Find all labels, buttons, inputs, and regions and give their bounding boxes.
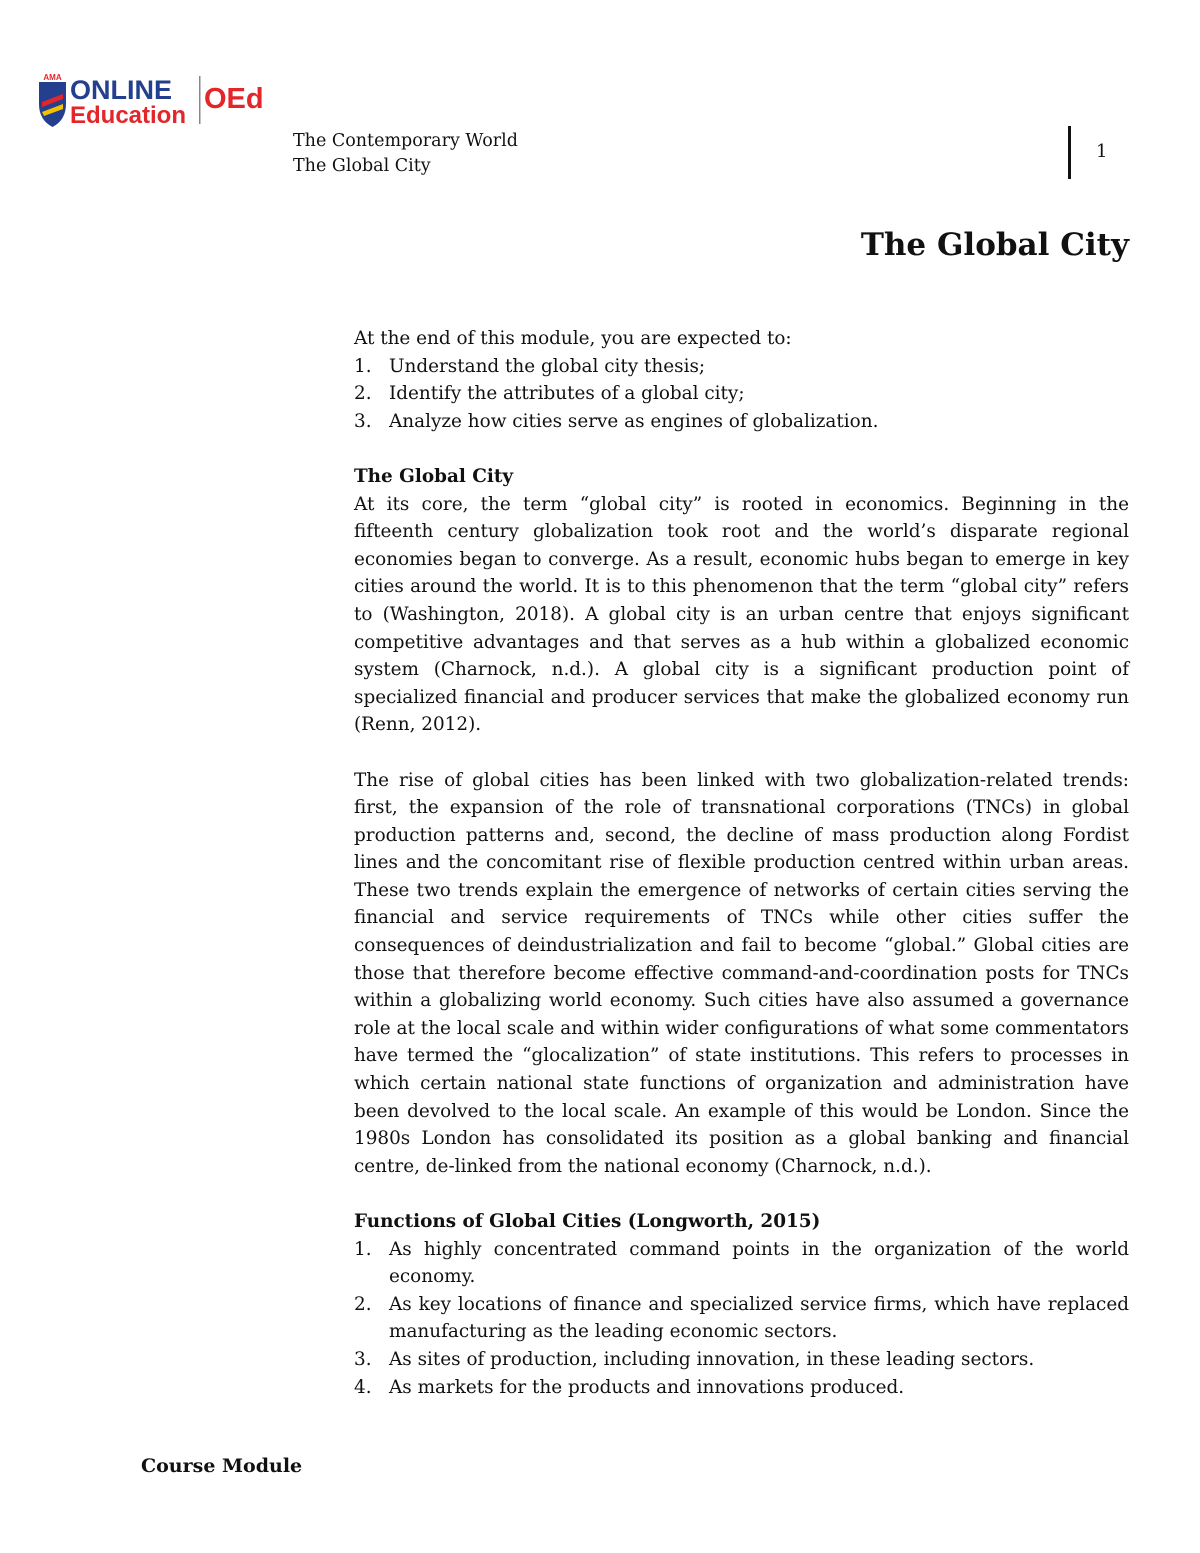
- page-title: The Global City: [860, 227, 1129, 263]
- list-item: [354, 380, 1129, 408]
- list-number: 2.: [354, 383, 372, 405]
- logo-online-text: ONLINE: [70, 75, 173, 105]
- list-number: 4.: [354, 1376, 372, 1398]
- list-item: [354, 353, 1129, 381]
- list-item: [354, 408, 1129, 436]
- module-content: [354, 325, 1129, 1401]
- list-item: [354, 1291, 1129, 1346]
- list-item: [354, 1236, 1129, 1291]
- running-header: [293, 129, 518, 179]
- header-topic: The Global City: [293, 156, 431, 176]
- list-item-text: Identify the attributes of a global city;: [389, 383, 745, 405]
- footer-course-module: Course Module: [141, 1455, 303, 1477]
- list-number: 2.: [354, 1293, 372, 1315]
- list-number: 3.: [354, 1348, 372, 1370]
- section-heading-global-city: The Global City: [354, 465, 514, 487]
- list-item-text: As key locations of finance and specialized service firms, which have replaced manufacturing as the leading economic sectors.: [389, 1293, 1129, 1343]
- online-education-logo: [36, 72, 276, 132]
- objectives-intro: At the end of this module, you are expected to:: [354, 328, 792, 349]
- paragraph-rise-of-global-cities: The rise of global cities has been linked with two globalization-related trends: first, the expansion of the role of transnational corporations (TNCs) in global production patterns and, second, the decline of mass production along Fordist lines and the concomitant rise of flexible production centred within urban areas. These two trends explain the emergence of networks of certain cities serving the financial and service requirements of TNCs while other cities suffer the consequences of deindustrialization and fail to become “global.” Global cities are those that therefore become effective command-and-coordination posts for TNCs within a globalizing world economy. Such cities have also assumed a governance role at the local scale and within wider configurations of what some commentators have termed the “glocalization” of state institutions. This refers to processes in which certain national state functions of organization and administration have been devolved to the local scale. An example of this would be London. Since the 1980s London has consolidated its position as a global banking and financial centre, de-linked from the national economy (Charnock, n.d.).: [354, 769, 1129, 1177]
- list-item-text: Understand the global city thesis;: [389, 355, 706, 377]
- paragraph-definition: At its core, the term “global city” is rooted in economics. Beginning in the fifteenth century globalization took root and the world’s disparate regional economies began to converge. As a result, economic hubs began to emerge in key cities around the world. It is to this phenomenon that the term “global city” refers to (Washington, 2018). A global city is an urban centre that enjoys significant competitive advantages and that serves as a hub within a globalized economic system (Charnock, n.d.). A global city is a significant production point of specialized financial and producer services that make the globalized economy run (Renn, 2012).: [354, 493, 1129, 736]
- list-item-text: As sites of production, including innovation, in these leading sectors.: [389, 1348, 1035, 1370]
- logo-oed-text: OEd: [204, 83, 264, 115]
- list-item-text: As markets for the products and innovations produced.: [389, 1376, 905, 1398]
- list-number: 1.: [354, 355, 372, 377]
- list-item-text: Analyze how cities serve as engines of globalization.: [389, 410, 879, 432]
- functions-list: [354, 1236, 1129, 1402]
- list-item: [354, 1374, 1129, 1402]
- page-number: 1: [1096, 141, 1108, 162]
- list-item-text: As highly concentrated command points in the organization of the world economy.: [389, 1238, 1129, 1288]
- list-number: 1.: [354, 1238, 372, 1260]
- header-course-name: The Contemporary World: [293, 131, 518, 151]
- section-heading-functions: Functions of Global Cities (Longworth, 2015): [354, 1211, 821, 1232]
- objectives-list: [354, 353, 1129, 436]
- list-item: [354, 1346, 1129, 1374]
- list-number: 3.: [354, 410, 372, 432]
- logo-education-text: Education: [70, 102, 187, 129]
- logo-emblem-text: AMA: [43, 73, 62, 82]
- header-divider: [1068, 126, 1071, 179]
